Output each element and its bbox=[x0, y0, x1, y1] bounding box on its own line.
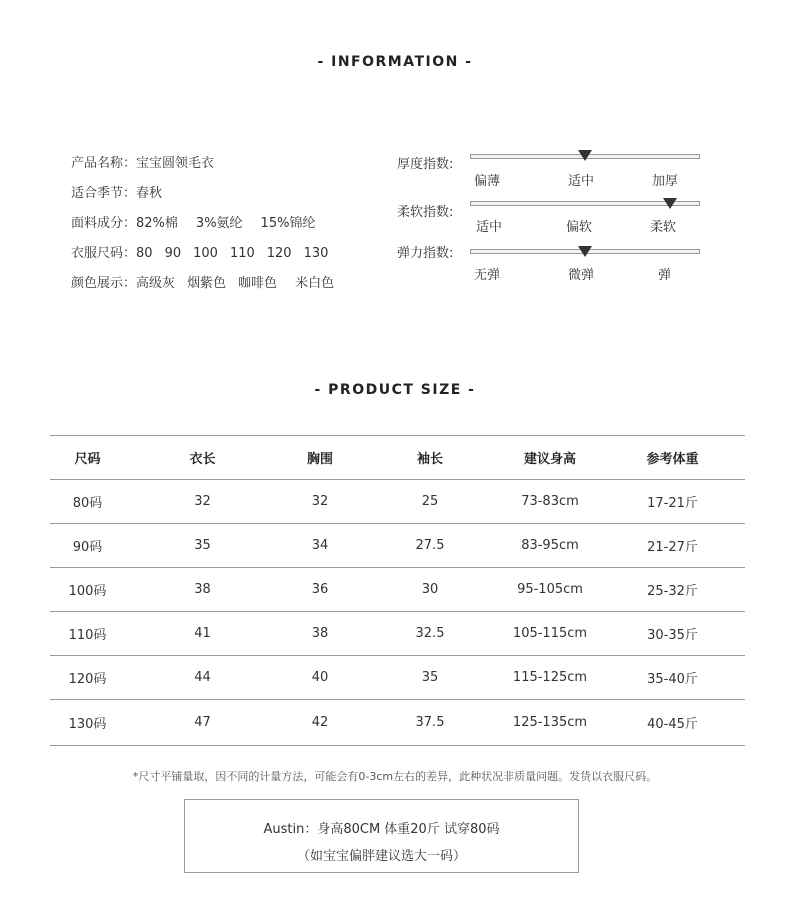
table-row bbox=[50, 612, 745, 656]
info-row-product-name bbox=[71, 152, 226, 171]
table-cell: 35 bbox=[360, 656, 500, 700]
column-header: 衣长 bbox=[125, 436, 280, 480]
info-value: 130 bbox=[303, 246, 329, 261]
info-value: 咖啡色 bbox=[238, 276, 278, 291]
table-cell: 125-135cm bbox=[500, 700, 600, 746]
info-value: 15%锦纶 bbox=[260, 216, 316, 231]
info-value: 米白色 bbox=[295, 276, 335, 291]
info-row-fabric bbox=[71, 212, 327, 231]
table-cell: 105-115cm bbox=[500, 612, 600, 656]
elasticity-index-marker bbox=[578, 246, 592, 257]
table-cell: 42 bbox=[280, 700, 360, 746]
information-title: - INFORMATION - bbox=[317, 54, 473, 70]
info-value: 80 bbox=[136, 246, 153, 261]
table-cell: 47 bbox=[125, 700, 280, 746]
info-value: 120 bbox=[266, 246, 292, 261]
info-value: 110 bbox=[229, 246, 255, 261]
info-label: 衣服尺码： bbox=[71, 246, 137, 261]
info-label: 面料成分： bbox=[71, 216, 137, 231]
elasticity-index-label: 弹力指数: bbox=[397, 246, 454, 261]
info-row-season bbox=[71, 182, 174, 201]
info-row-sizes bbox=[71, 242, 340, 261]
softness-option: 偏软 bbox=[566, 220, 593, 235]
softness-index-label: 柔软指数: bbox=[397, 205, 454, 220]
table-cell: 38 bbox=[280, 612, 360, 656]
info-value: 宝宝圆领毛衣 bbox=[136, 156, 215, 171]
column-header: 建议身高 bbox=[500, 436, 600, 480]
table-cell: 110码 bbox=[50, 612, 125, 656]
table-cell: 35 bbox=[125, 524, 280, 568]
table-cell: 115-125cm bbox=[500, 656, 600, 700]
info-value: 82%棉 bbox=[136, 216, 178, 231]
column-header: 尺码 bbox=[50, 436, 125, 480]
measurement-note: *尺寸平铺量取，因不同的计量方法，可能会有0-3cm左右的差异，此种状况非质量问题。发货以衣服尺码。 bbox=[132, 770, 658, 783]
table-row bbox=[50, 524, 745, 568]
table-cell: 25 bbox=[360, 480, 500, 524]
table-row bbox=[50, 656, 745, 700]
softness-index-marker bbox=[663, 198, 677, 209]
table-header-row bbox=[50, 436, 745, 480]
info-row-colors bbox=[71, 272, 346, 291]
table-row bbox=[50, 480, 745, 524]
softness-option: 适中 bbox=[476, 220, 503, 235]
thickness-option: 适中 bbox=[568, 174, 595, 189]
table-cell: 73-83cm bbox=[500, 480, 600, 524]
table-cell: 21-27斤 bbox=[600, 524, 745, 568]
table-cell: 30 bbox=[360, 568, 500, 612]
table-cell: 17-21斤 bbox=[600, 480, 745, 524]
table-cell: 41 bbox=[125, 612, 280, 656]
table-cell: 30-35斤 bbox=[600, 612, 745, 656]
thickness-option: 加厚 bbox=[652, 174, 679, 189]
table-cell: 32 bbox=[280, 480, 360, 524]
elasticity-option: 微弹 bbox=[568, 268, 595, 283]
table-cell: 83-95cm bbox=[500, 524, 600, 568]
info-value: 高级灰 bbox=[136, 276, 176, 291]
model-info-line: Austin：身高80CM 体重20斤 试穿80码 bbox=[263, 822, 500, 837]
table-cell: 37.5 bbox=[360, 700, 500, 746]
info-value: 春秋 bbox=[136, 186, 163, 201]
info-value: 烟紫色 bbox=[187, 276, 227, 291]
table-cell: 80码 bbox=[50, 480, 125, 524]
model-info-box bbox=[184, 799, 579, 873]
table-cell: 32 bbox=[125, 480, 280, 524]
table-cell: 32.5 bbox=[360, 612, 500, 656]
table-cell: 34 bbox=[280, 524, 360, 568]
table-cell: 40 bbox=[280, 656, 360, 700]
thickness-index-marker bbox=[578, 150, 592, 161]
info-value: 3%氨纶 bbox=[195, 216, 243, 231]
table-cell: 35-40斤 bbox=[600, 656, 745, 700]
model-advice-line: （如宝宝偏胖建议选大一码） bbox=[296, 849, 466, 864]
column-header: 袖长 bbox=[360, 436, 500, 480]
table-cell: 95-105cm bbox=[500, 568, 600, 612]
table-cell: 38 bbox=[125, 568, 280, 612]
info-value: 100 bbox=[193, 246, 218, 261]
info-label: 颜色展示： bbox=[71, 276, 137, 291]
thickness-option: 偏薄 bbox=[474, 174, 501, 189]
table-row bbox=[50, 568, 745, 612]
table-cell: 36 bbox=[280, 568, 360, 612]
table-cell: 90码 bbox=[50, 524, 125, 568]
table-cell: 120码 bbox=[50, 656, 125, 700]
column-header: 胸围 bbox=[280, 436, 360, 480]
table-row bbox=[50, 700, 745, 746]
product-size-title: - PRODUCT SIZE - bbox=[314, 382, 476, 398]
softness-option: 柔软 bbox=[650, 220, 677, 235]
table-cell: 27.5 bbox=[360, 524, 500, 568]
elasticity-option: 无弹 bbox=[474, 268, 501, 283]
table-cell: 40-45斤 bbox=[600, 700, 745, 746]
table-cell: 25-32斤 bbox=[600, 568, 745, 612]
info-label: 适合季节： bbox=[71, 186, 137, 201]
info-label: 产品名称： bbox=[71, 156, 137, 171]
table-cell: 100码 bbox=[50, 568, 125, 612]
info-value: 90 bbox=[164, 246, 182, 261]
column-header: 参考体重 bbox=[600, 436, 745, 480]
table-cell: 130码 bbox=[50, 700, 125, 746]
size-table bbox=[50, 435, 745, 746]
thickness-index-label: 厚度指数: bbox=[397, 157, 454, 172]
elasticity-option: 弹 bbox=[658, 268, 672, 283]
table-cell: 44 bbox=[125, 656, 280, 700]
